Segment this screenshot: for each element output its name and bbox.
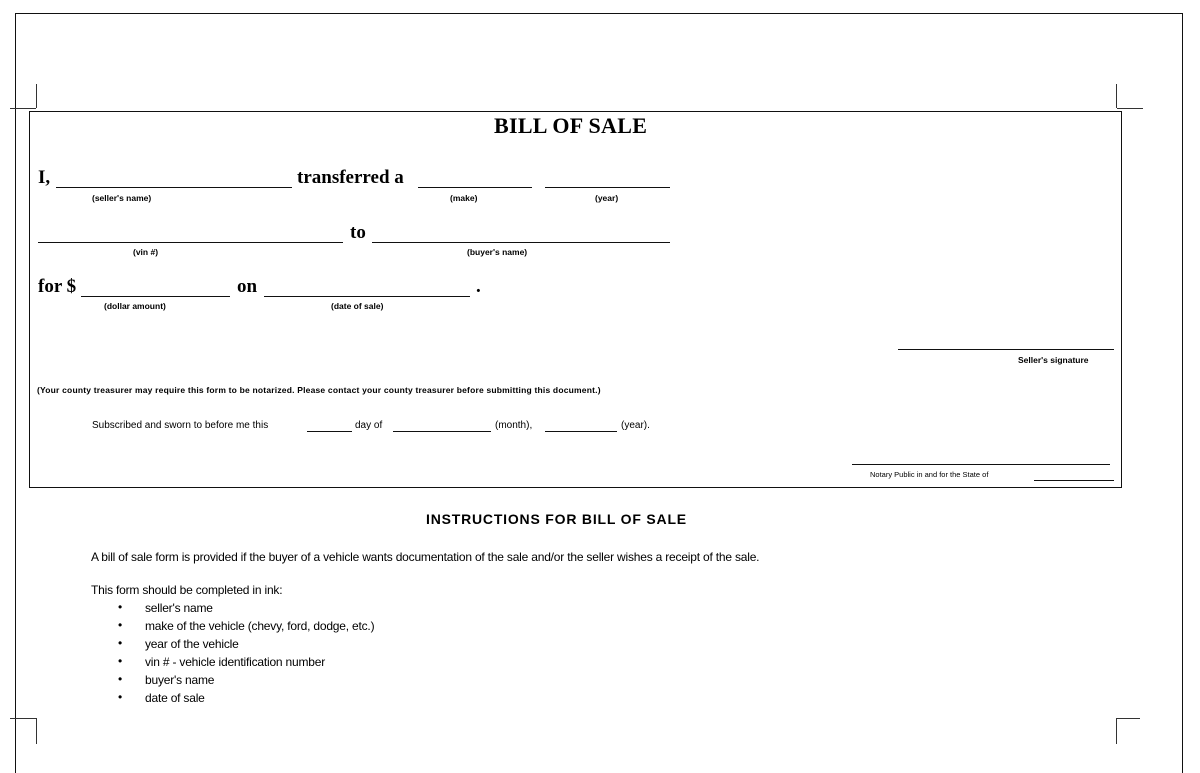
line3-prefix: for $ bbox=[38, 276, 77, 297]
instructions-list-intro: This form should be completed in ink: bbox=[91, 583, 283, 597]
caption-year: (year) bbox=[595, 193, 619, 203]
line2-connector: to bbox=[350, 222, 366, 243]
crop-mark-top-right-v bbox=[1116, 84, 1117, 108]
line3-connector: on bbox=[237, 276, 258, 297]
caption-date-of-sale: (date of sale) bbox=[331, 301, 384, 311]
vin-field[interactable] bbox=[38, 242, 343, 243]
day-field[interactable] bbox=[307, 431, 352, 432]
subscribed-text: Subscribed and sworn to before me this bbox=[92, 420, 269, 431]
caption-seller-name: (seller's name) bbox=[92, 193, 152, 203]
seller-signature-label: Seller's signature bbox=[1018, 355, 1089, 365]
notary-signature-field[interactable] bbox=[852, 464, 1110, 465]
crop-mark-top-left bbox=[10, 108, 36, 109]
make-field[interactable] bbox=[418, 187, 532, 188]
instructions-paragraph: A bill of sale form is provided if the buyer of a vehicle wants documentation of the sale and/or the seller wishes a receipt of the sale. bbox=[91, 550, 760, 564]
list-item: • bbox=[118, 618, 123, 632]
crop-mark-bottom-left bbox=[10, 718, 36, 719]
list-item-text: vin # - vehicle identification number bbox=[145, 655, 326, 669]
dollar-amount-field[interactable] bbox=[81, 296, 230, 297]
notary-year-field[interactable] bbox=[545, 431, 617, 432]
notary-state-field[interactable] bbox=[1034, 480, 1114, 481]
crop-mark-bottom-right bbox=[1116, 718, 1140, 719]
instructions-title: INSTRUCTIONS FOR BILL OF SALE bbox=[426, 511, 687, 527]
line1-connector: transferred a bbox=[297, 167, 404, 188]
notary-label: Notary Public in and for the State of bbox=[870, 470, 989, 479]
month-field[interactable] bbox=[393, 431, 491, 432]
list-item-text: make of the vehicle (chevy, ford, dodge, etc.) bbox=[145, 619, 375, 633]
list-item: • bbox=[118, 600, 123, 614]
list-item-text: date of sale bbox=[145, 691, 205, 705]
list-item: • bbox=[118, 654, 123, 668]
crop-mark-top-left-v bbox=[36, 84, 37, 108]
seller-signature-field[interactable] bbox=[898, 349, 1114, 350]
list-item-text: seller's name bbox=[145, 601, 213, 615]
month-label: (month), bbox=[495, 420, 533, 431]
crop-mark-top-right bbox=[1117, 108, 1143, 109]
day-of-label: day of bbox=[355, 420, 383, 431]
caption-buyer-name: (buyer's name) bbox=[467, 247, 528, 257]
year-label: (year). bbox=[621, 420, 650, 431]
buyer-name-field[interactable] bbox=[372, 242, 670, 243]
caption-make: (make) bbox=[450, 193, 478, 203]
crop-mark-bottom-right-v bbox=[1116, 718, 1117, 744]
year-field[interactable] bbox=[545, 187, 670, 188]
list-item: • bbox=[118, 690, 123, 704]
crop-mark-bottom-left-v bbox=[36, 718, 37, 744]
notarization-notice: (Your county treasurer may require this form to be notarized. Please contact your county treasurer before submitting this document.) bbox=[37, 385, 601, 395]
line1-prefix: I, bbox=[38, 167, 51, 188]
line3-period: . bbox=[476, 276, 481, 297]
list-item-text: buyer's name bbox=[145, 673, 215, 687]
list-item: • bbox=[118, 672, 123, 686]
form-title: BILL OF SALE bbox=[494, 113, 648, 138]
date-of-sale-field[interactable] bbox=[264, 296, 470, 297]
caption-dollar-amount: (dollar amount) bbox=[104, 301, 166, 311]
list-item-text: year of the vehicle bbox=[145, 637, 239, 651]
list-item: • bbox=[118, 636, 123, 650]
caption-vin: (vin #) bbox=[133, 247, 159, 257]
seller-name-field[interactable] bbox=[56, 187, 292, 188]
